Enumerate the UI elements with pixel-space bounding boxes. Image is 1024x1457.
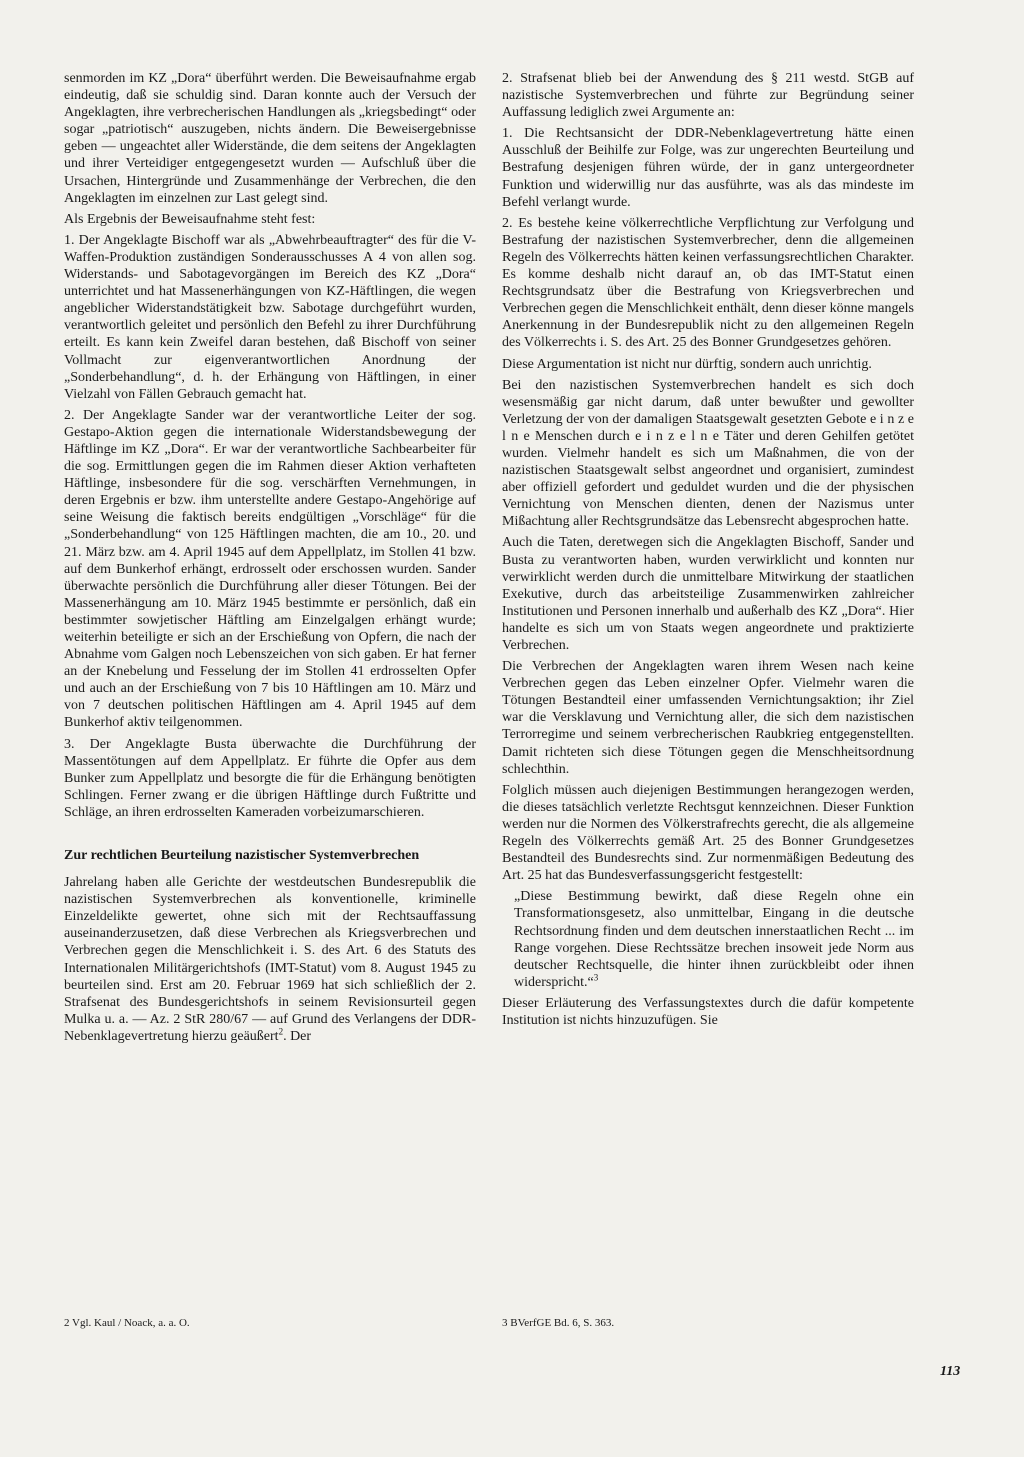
paragraph: 1. Die Rechtsansicht der DDR-Nebenklagevertretung hätte einen Ausschluß der Beihilfe zur Folge, was zur ungerechten Beurteilung und Bestrafung desjenigen führen würde, der in ganz untergeordneter Funktion und widerwillig nur das ausführte, was als das mindeste im Befehl verlangt wurde. [502, 126, 914, 210]
paragraph: Folglich müssen auch diejenigen Bestimmungen herangezogen werden, die dieses tatsächlich verletzte Rechtsgut kennzeichnen. Dieser Funktion werden nur die Normen des Völkerstrafrechts gerecht, die als allgemeine Regeln des Völkerrechts gemäß Art. 25 des Bonner Grundgesetzes Bestandteil des Bundesrechts sind. Zur normenmäßigen Bedeutung des Art. 25 hat das Bundesverfassungsgericht festgestellt: [502, 782, 914, 884]
quote-text: „Diese Bestimmung bewirkt, daß diese Regeln ohne ein Transformationsgesetz, also unmittelbar, Eingang in die deutsche Rechtsordnung finden und dem deutschen innerstaatlichen Recht ... im Range vorgehen. Diese Rechtssätze brechen insoweit jede Norm aus deutscher Rechtsquelle, die hinter ihnen zurückbleibt oder ihnen widerspricht.“ [514, 889, 914, 990]
paragraph: Die Verbrechen der Angeklagten waren ihrem Wesen nach keine Verbrechen gegen das Leben einzelner Opfer. Vielmehr waren die Tötungen Bestandteil einer umfassenden Vernichtungsaktion; ihr Ziel war die Versklavung und Vernichtung aller, die sich dem nazistischen Terrorregime und seinem verbrecherischen Raubkrieg entgegenstellten. Damit richteten sich diese Tötungen gegen die Menschheitsordnung schlechthin. [502, 659, 914, 777]
footnote-ref: 2 [278, 1026, 284, 1037]
paragraph: 2. Der Angeklagte Sander war der verantwortliche Leiter der sog. Gestapo-Aktion gegen die internationale Widerstandsbewegung der Häftlinge im KZ „Dora“. Er war der verantwortliche Sachbearbeiter für die sog. Ermittlungen gegen die im Rahmen dieser Aktion verhafteten Häftlinge, insbesondere für die sog. verschärften Vernehmungen, in deren Ergebnis er bzw. ihm unterstellte andere Gestapo-Angehörige auf seine Weisung die faktisch bereits endgültigen „Vorschläge“ für die „Sonderbehandlung“ von 125 Häftlingen machten, die am 10., 20. und 21. März bzw. am 4. April 1945 auf dem Appellplatz, im Stollen 41 bzw. auf dem Bunkerhof erhängt, erdrosselt oder erschossen wurden. Sander überwachte persönlich die Durchführung aller dieser Tötungen. Bei der Massenerhängung am 10. März 1945 bestimmte er persönlich, daß ein bestimmter sowjetischer Häftling am Einzelgalgen erhängt wurde; weiterhin beteiligte er sich an der Erschießung von Opfern, die nach der Abnahme vom Galgen noch Lebenszeichen von sich gaben. Er hat ferner an der Knebelung und Fesselung der im Stollen 41 erdrosselten Opfer und auch an der Erschießung von 7 bis 10 Häftlingen am 10. März und von 7 deutschen politischen Häftlingen am 4. April 1945 auf dem Bunkerhof aktiv teilgenommen. [64, 407, 476, 731]
footnote: 2 Vgl. Kaul / Noack, a. a. O. [64, 1317, 190, 1329]
paragraph: Als Ergebnis der Beweisaufnahme steht fest: [64, 211, 316, 227]
paragraph-text: Jahrelang haben alle Gerichte der westdeutschen Bundesrepublik die nazistischen Systemverbrechen als konventionelle, kriminelle Einzeldelikte gewertet, ohne sich mit der Rechtsauffassung auseinanderzusetzen, daß diese Verbrechen als Kriegsverbrechen und Verbrechen gegen die Menschlichkeit i. S. des Art. 6 des Statuts des Internationalen Militärgerichtshofs (IMT-Statut) vom 8. August 1945 zu beurteilen sind. Erst am 20. Februar 1969 hat sich schließlich der 2. Strafsenat des Bundesgerichtshofs in seinem Revisionsurteil gegen Mulka u. a. — Az. 2 StR 280/67 — auf Grund des Verlangens der DDR-Nebenklagevertretung hierzu geäußert [64, 875, 476, 1044]
paragraph: Bei den nazistischen Systemverbrechen handelt es sich doch wesensmäßig gar nicht darum, daß unter bewußter und gewollter Verletzung der von der damaligen Staatsgewalt gesetzten Gebote e i n z e l n e Menschen durch e i n z e l n e Täter und deren Gehilfen getötet wurden. Vielmehr handelt es sich um Maßnahmen, die von der nazistischen Staatsgewalt selbst angeordnet und organisiert, zumindest aber offiziell gefordert und geduldet wurden und die der physischen Vernichtung von Menschen dienten, denen der Nazismus unter Mißachtung aller Rechtsgrundsätze das Lebensrecht abgesprochen hatte. [502, 377, 914, 530]
paragraph: 2. Strafsenat blieb bei der Anwendung des § 211 westd. StGB auf nazistische Systemverbrechen und führte zur Begründung seiner Auffassung lediglich zwei Argumente an: [502, 71, 914, 121]
paragraph: Auch die Taten, deretwegen sich die Angeklagten Bischoff, Sander und Busta zu verantworten haben, wurden verwirklicht und konnten nur verwirklicht werden durch die unmittelbare Mitwirkung der staatlichen Exekutive, durch das arbeitsteilige Zusammenwirken zahlreicher Institutionen und Personen innerhalb und außerhalb des KZ „Dora“. Hier handelte es sich um von Staats wegen angeordnete und praktizierte Verbrechen. [502, 535, 914, 653]
page-number: 113 [940, 1364, 961, 1379]
paragraph: Dieser Erläuterung des Verfassungstextes durch die dafür kompetente Institution ist nichts hinzuzufügen. Sie [502, 995, 914, 1028]
paragraph: 2. Es bestehe keine völkerrechtliche Verpflichtung zur Verfolgung und Bestrafung der nazistischen Systemverbrecher, denn die allgemeinen Regeln des Völkerrechts hätten keinen verfassungsrechtlichen Charakter. Es komme deshalb nicht darauf an, ob das IMT-Statut einen Rechtsgrundsatz über die Bestrafung von Kriegsverbrechen und Verbrechen gegen die Menschlichkeit enthält, denn dieser könne mangels Anerkennung in der Bundesrepublik nicht zu den allgemeinen Regeln des Völkerrechts i. S. des Art. 25 des Bonner Grundgesetzes gehören. [502, 215, 914, 351]
footnote: 3 BVerfGE Bd. 6, S. 363. [502, 1317, 615, 1329]
paragraph: 1. Der Angeklagte Bischoff war als „Abwehrbeauftragter“ des für die V-Waffen-Produktion zuständigen Sonderausschusses A 4 von allen sog. Widerstands- und Sabotagevorgängen im Bereich des KZ „Dora“ unterrichtet und hat Massenerhängungen von KZ-Häftlingen, die wegen angeblicher Widerstandstätigkeit bzw. Sabotage durchgeführt wurden, verantwortlich geleitet und persönlich den Befehl zu ihrer Durchführung erteilt. Es kann kein Zweifel daran bestehen, daß Bischoff von seiner Vollmacht zur eigenverantwortlichen Anordnung der „Sonderbehandlung“, d. h. der Erhängung von Häftlingen, in einer Vielzahl von Fällen Gebrauch gemacht hat. [64, 232, 476, 402]
paragraph: Diese Argumentation ist nicht nur dürftig, sondern auch unrichtig. [502, 356, 872, 372]
left-column [64, 70, 476, 1049]
paragraph: senmorden im KZ „Dora“ überführt werden. Die Beweisaufnahme ergab eindeutig, daß sie schuldig sind. Daran konnte auch der Versuch der Angeklagten, ihre verbrecherischen Handlungen als „kriegsbedingt“ oder sogar „patriotisch“ auszugeben, nichts ändern. Die Beweisergebnisse geben — ungeachtet aller Widerstände, die dem seitens der Angeklagten und ihrer Verteidiger entgegengesetzt wurden — Aufschluß über die Ursachen, Hintergründe und Zusammenhänge der Verbrechen, die den Angeklagten im einzelnen zur Last gelegt sind. [64, 71, 476, 206]
right-column [502, 70, 914, 1033]
paragraph [64, 874, 476, 1045]
block-quote [514, 888, 914, 991]
paragraph: 3. Der Angeklagte Busta überwachte die Durchführung der Massentötungen auf dem Appellplatz. Er führte die Opfer aus dem Bunker zum Appellplatz und besorgte die für die Erhängung benötigten Schlingen. Ferner zwang er die übrigen Häftlinge durch Fußtritte und Schläge, an ihren erdrosselten Kameraden vorbeizumarschieren. [64, 736, 476, 820]
section-heading: Zur rechtlichen Beurteilung nazistischer Systemverbrechen [64, 848, 420, 864]
footnote-ref: 3 [593, 972, 599, 983]
paragraph-tail: . Der [283, 1028, 312, 1044]
